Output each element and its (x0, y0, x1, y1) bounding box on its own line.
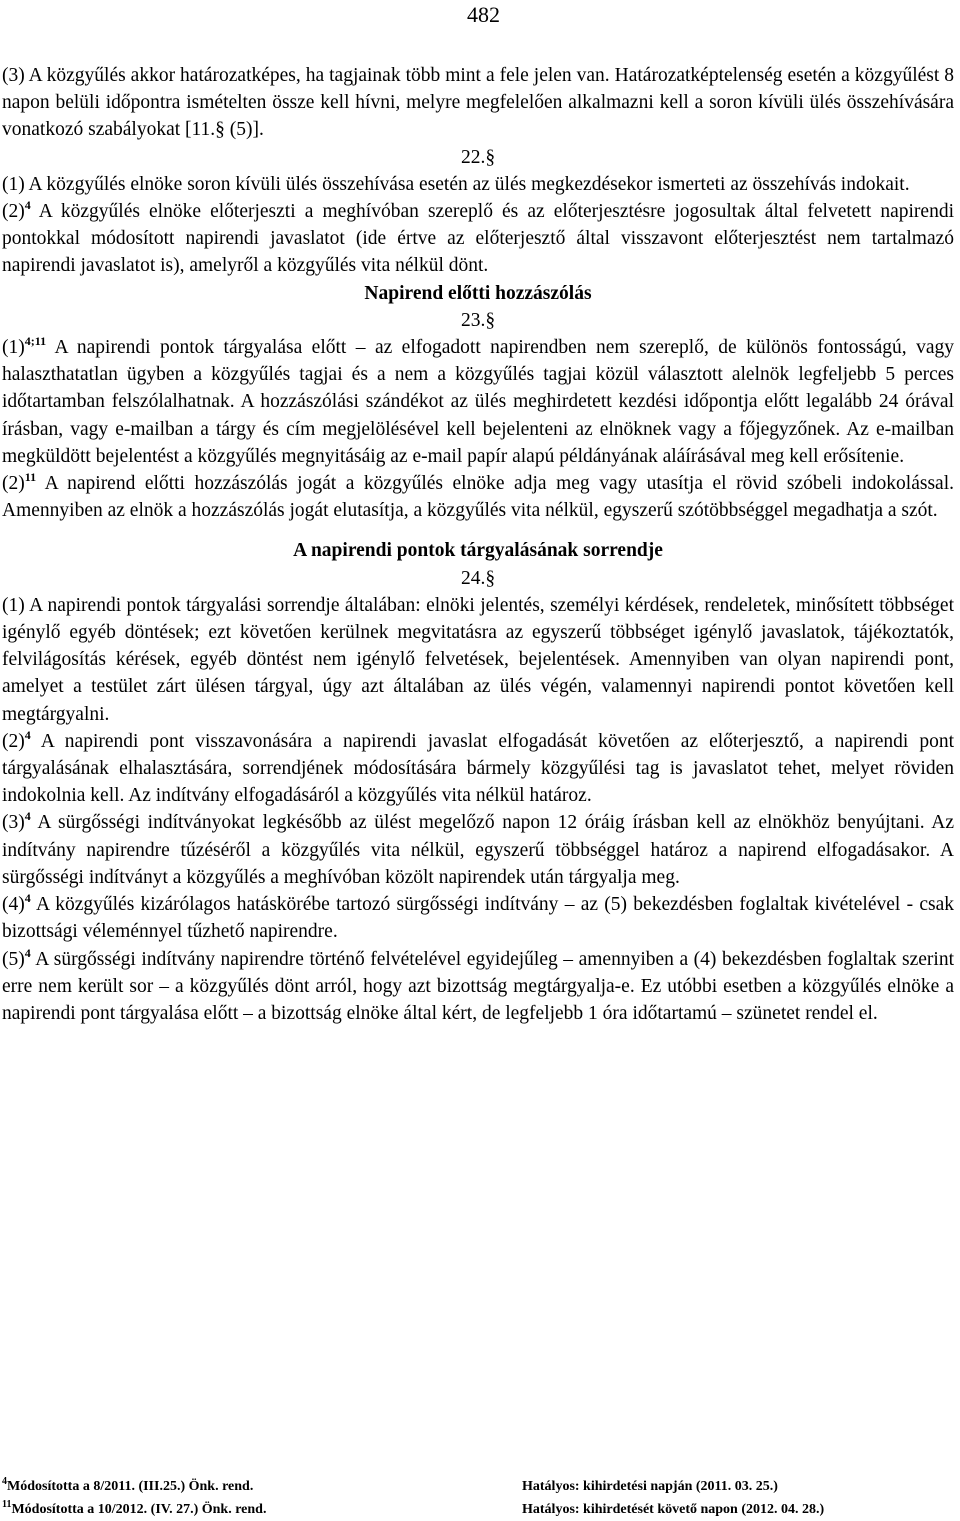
section-number: 23.§ (460, 309, 496, 331)
paragraph-number: (3) (2, 812, 25, 834)
paragraph: (1) A napirendi pontok tárgyalási sorrendje általában: elnöki jelentés, személyi kérdések, rendeletek, minősített többséget igénylő egyéb döntések; ezt követően kerülnek megvitatásra az egyszerű többséget igénylő javaslatok, tájékoztatók, felvilágosítás kérések, egyéb döntést nem igénylő felvetések, bejelentések. Amennyiben van olyan napirendi pont, amelyet a testület zárt ülésen tárgyal, úgy azt általában az ülés végén, valamennyi napirendi pontot követően kell megtárgyalni. (2, 594, 954, 725)
footnote-effective-date: Hatályos: kihirdetését követő napon (2012. 04. 28.) (522, 1502, 825, 1517)
footnote-amendment (2, 1498, 522, 1521)
footnote-reference: 4 (24, 945, 31, 960)
footnote-reference: 4 (24, 198, 31, 213)
paragraph (2, 334, 954, 470)
footnote-text: Módosította a 8/2011. (III.25.) Önk. rend. (7, 1479, 254, 1494)
footnote-reference: 4 (24, 727, 31, 742)
footnote-marker: 11 (2, 1499, 12, 1510)
paragraph-number: (1) (2, 337, 25, 359)
paragraph-number: (2) (2, 201, 25, 223)
section-heading: Napirend előtti hozzászólás (364, 282, 592, 304)
paragraph-text: A közgyűlés elnöke előterjeszti a meghívóban szereplő és az előterjesztésre jogosultak által felvetett napirendi pontokkal módosított napirendi javaslatot (ide értve az előterjesztő által visszavont előterjesztést nem tartalmazó napirendi javaslatot is), amelyről a közgyűlés vita nélkül dönt. (2, 201, 954, 277)
paragraph (2, 728, 954, 810)
footnote-marker: 4 (2, 1476, 7, 1487)
paragraph-text: A sürgősségi indítvány napirendre történő felvételével egyidejűleg – amennyiben a (4) bekezdésben foglaltak szerint erre nem került sor – a közgyűlés dönt arról, hogy azt bizottság megtárgyalja-e. Ez utóbbi esetben a közgyűlés elnöke a napirendi pont tárgyalása előtt – a bizottság elnöke által kért, de legfeljebb 1 óra időtartamú – szünetet rendel el. (2, 948, 954, 1024)
section-number: 22.§ (460, 146, 496, 168)
section-number: 24.§ (460, 567, 496, 589)
paragraph-text: A napirendi pont visszavonására a napirendi javaslat elfogadását követően az előterjesztő, a napirendi pont tárgyalásának elhalasztására, sorrendjének módosítására bármely közgyűlési tag is javaslatot tehet, melyet röviden indokolnia kell. Az indítvány elfogadásáról a közgyűlés vita nélkül határoz. (2, 730, 954, 807)
footnote (2, 1498, 954, 1521)
footnote-reference: 4;11 (24, 334, 47, 349)
paragraph-text: A közgyűlés kizárólagos hatáskörébe tartozó sürgősségi indítvány – az (5) bekezdésben foglaltak kivételével - csak bizottsági véleménnyel tűzhető napirendre. (2, 894, 954, 943)
paragraph: (3) A közgyűlés akkor határozatképes, ha tagjainak több mint a fele jelen van. Határozatképtelenség esetén a közgyűlést 8 napon belüli időpontra ismételten össze kell hívni, melyre megfelelően alkalmazni kell a soron kívüli ülés összehívására vonatkozó szabályokat [11.§ (5)]. (2, 65, 954, 141)
paragraph-text: A napirend előtti hozzászólás jogát a közgyűlés elnöke adja meg vagy utasítja el rövid szóbeli indokolással. Amennyiben az elnök a hozzászólás jogát elutasítja, a közgyűlés vita nélkül, egyszerű szótöbbséggel megadhatja a szót. (2, 473, 954, 522)
paragraph: (1) A közgyűlés elnöke soron kívüli ülés összehívása esetén az ülés megkezdésekor ismerteti az összehívás indokait. (2, 173, 910, 195)
footnote-amendment (2, 1475, 522, 1498)
footnote-reference: 4 (24, 891, 31, 906)
paragraph-number: (5) (2, 948, 25, 970)
paragraph (2, 891, 954, 945)
paragraph-number: (2) (2, 730, 25, 752)
footnote-reference: 11 (24, 470, 37, 485)
footnote-reference: 4 (24, 809, 31, 824)
spacer (2, 524, 954, 537)
paragraph-number: (4) (2, 894, 25, 916)
paragraph (2, 470, 954, 524)
footnote (2, 1475, 954, 1498)
paragraph-number: (2) (2, 473, 25, 495)
section-heading: A napirendi pontok tárgyalásának sorrendje (293, 540, 663, 562)
footnotes (2, 1475, 954, 1521)
page-number: 482 (467, 2, 500, 27)
document-body (2, 62, 954, 1027)
paragraph (2, 198, 954, 280)
paragraph (2, 946, 954, 1028)
footnote-text: Módosította a 10/2012. (IV. 27.) Önk. rend. (11, 1502, 267, 1517)
footnote-effective-date: Hatályos: kihirdetési napján (2011. 03. 25.) (522, 1479, 778, 1494)
paragraph-text: A napirendi pontok tárgyalása előtt – az elfogadott napirendben nem szereplő, de különös fontosságú, vagy halaszthatatlan ügyben a közgyűlés tagjai és a nem a közgyűlés tagjai közül választott alelnök legfeljebb 5 perces időtartamban felszólalhatnak. A hozzászólási szándékot az ülés meghirdetett kezdési időpontja előtt legalább 24 órával írásban, vagy e-mailban a tárgy és cím megjelölésével kell bejelenteni az elnöknek vagy a főjegyzőnek. Az e-mailban megküldött bejelentést a közgyűlés megnyitásáig az e-mail papír alapú példányának aláírásával meg kell erősítenie. (2, 337, 954, 467)
paragraph-text: A sürgősségi indítványokat legkésőbb az ülést megelőző napon 12 óráig írásban kell az elnökhöz benyújtani. Az indítvány napirendre tűzéséről a közgyűlés vita nélkül, egyszerű többséggel határoz a napirend elfogadásakor. A sürgősségi indítványt a közgyűlés a meghívóban közölt napirendek után tárgyalja meg. (2, 812, 954, 888)
paragraph (2, 809, 954, 891)
